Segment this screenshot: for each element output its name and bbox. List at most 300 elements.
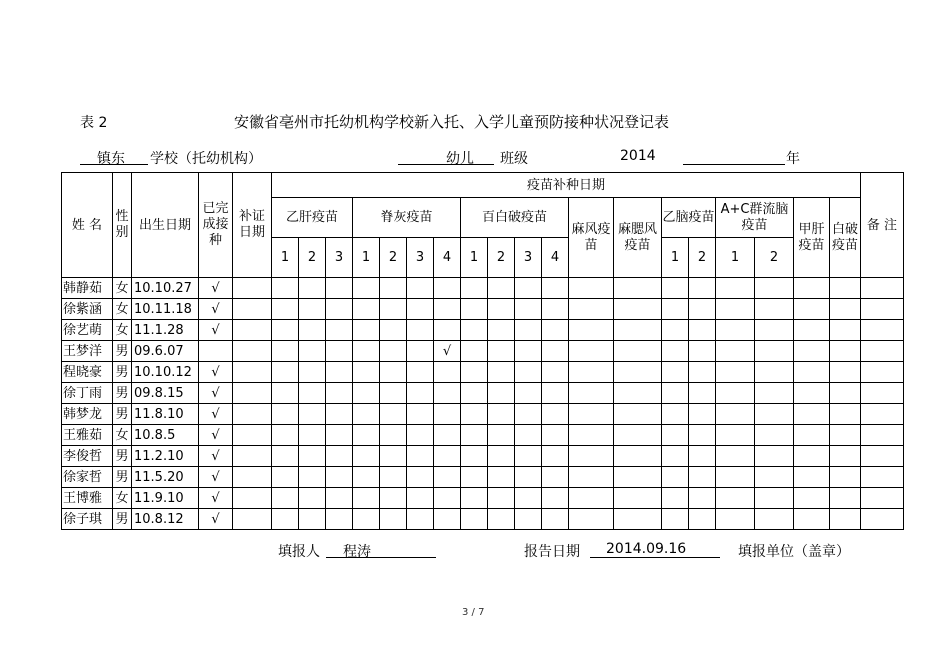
school-value: 镇东 bbox=[97, 151, 125, 167]
table-row bbox=[62, 446, 904, 467]
remarks-cell bbox=[861, 362, 904, 383]
polio-dose-4-cell bbox=[434, 404, 461, 425]
vaccine-dose-cell bbox=[662, 467, 689, 488]
vaccine-dose-cell bbox=[542, 341, 569, 362]
vaccine-dose-cell bbox=[299, 362, 326, 383]
vaccine-dose-cell bbox=[794, 278, 830, 299]
vaccine-dose-cell bbox=[488, 341, 515, 362]
vaccine-dose-cell bbox=[299, 446, 326, 467]
vaccine-dose-cell bbox=[689, 299, 716, 320]
remarks-cell bbox=[861, 404, 904, 425]
vaccine-dose-cell bbox=[716, 425, 755, 446]
vaccine-dose-cell bbox=[662, 446, 689, 467]
vaccine-dose-cell bbox=[542, 425, 569, 446]
vaccine-dose-cell bbox=[272, 467, 299, 488]
vaccine-dose-cell bbox=[569, 362, 614, 383]
vaccine-dose-cell bbox=[542, 362, 569, 383]
completed-check-cell: √ bbox=[199, 299, 233, 320]
student-sex-cell: 男 bbox=[113, 467, 132, 488]
remarks-cell bbox=[861, 425, 904, 446]
vaccination-table bbox=[61, 172, 904, 530]
student-dob-cell: 10.8.12 bbox=[132, 509, 199, 530]
vaccine-dose-cell bbox=[299, 383, 326, 404]
vaccine-dose-cell bbox=[569, 467, 614, 488]
vaccine-dose-cell bbox=[407, 383, 434, 404]
vaccine-dose-cell bbox=[662, 299, 689, 320]
vaccine-dose-cell bbox=[326, 299, 353, 320]
student-name-cell: 徐紫涵 bbox=[62, 299, 113, 320]
vaccine-dose-cell bbox=[569, 299, 614, 320]
table-row bbox=[62, 404, 904, 425]
remarks-cell bbox=[861, 320, 904, 341]
student-dob-cell: 11.1.28 bbox=[132, 320, 199, 341]
vaccine-dose-cell bbox=[272, 278, 299, 299]
vaccine-dose-cell bbox=[272, 320, 299, 341]
vaccine-dose-cell bbox=[515, 488, 542, 509]
col-catchup-header: 补证日期 bbox=[233, 173, 272, 278]
remarks-cell bbox=[861, 341, 904, 362]
vaccine-dose-cell bbox=[380, 509, 407, 530]
vaccine-dose-cell bbox=[407, 320, 434, 341]
catchup-date-cell bbox=[233, 467, 272, 488]
vaccine-dose-cell bbox=[380, 425, 407, 446]
table-row bbox=[62, 341, 904, 362]
polio-dose-4-cell: √ bbox=[434, 341, 461, 362]
catchup-date-cell bbox=[233, 425, 272, 446]
vaccine-dose-cell bbox=[614, 446, 662, 467]
year-value: 2014 bbox=[620, 148, 656, 164]
remarks-cell bbox=[861, 509, 904, 530]
vaccine-dose-cell bbox=[542, 278, 569, 299]
vaccine-dose-cell bbox=[689, 488, 716, 509]
student-dob-cell: 10.10.12 bbox=[132, 362, 199, 383]
student-sex-cell: 男 bbox=[113, 509, 132, 530]
col-dob-header: 出生日期 bbox=[132, 173, 199, 278]
vaccine-dose-cell bbox=[689, 278, 716, 299]
col-je-header: 乙脑疫苗 bbox=[662, 198, 716, 238]
vaccine-group-header: 疫苗补种日期 bbox=[272, 173, 861, 198]
vaccine-dose-cell bbox=[380, 278, 407, 299]
vaccine-dose-cell bbox=[662, 362, 689, 383]
student-sex-cell: 男 bbox=[113, 383, 132, 404]
polio-dose-4-cell bbox=[434, 509, 461, 530]
dose-number: 1 bbox=[272, 238, 299, 278]
vaccine-dose-cell bbox=[515, 278, 542, 299]
vaccine-dose-cell bbox=[794, 404, 830, 425]
vaccine-dose-cell bbox=[407, 509, 434, 530]
polio-dose-4-cell bbox=[434, 320, 461, 341]
dose-number: 2 bbox=[755, 238, 794, 278]
vaccine-dose-cell bbox=[755, 488, 794, 509]
student-sex-cell: 男 bbox=[113, 404, 132, 425]
remarks-cell bbox=[861, 278, 904, 299]
vaccine-dose-cell bbox=[272, 446, 299, 467]
vaccine-dose-cell bbox=[614, 320, 662, 341]
col-name-header: 姓 名 bbox=[62, 173, 113, 278]
vaccine-dose-cell bbox=[542, 404, 569, 425]
vaccine-dose-cell bbox=[716, 509, 755, 530]
vaccine-dose-cell bbox=[755, 278, 794, 299]
completed-check-cell: √ bbox=[199, 467, 233, 488]
vaccine-dose-cell bbox=[326, 404, 353, 425]
vaccine-dose-cell bbox=[326, 320, 353, 341]
student-name-cell: 徐艺萌 bbox=[62, 320, 113, 341]
student-sex-cell: 男 bbox=[113, 446, 132, 467]
student-sex-cell: 女 bbox=[113, 278, 132, 299]
vaccine-dose-cell bbox=[569, 320, 614, 341]
vaccine-dose-cell bbox=[794, 446, 830, 467]
vaccine-dose-cell bbox=[326, 362, 353, 383]
vaccine-dose-cell bbox=[662, 425, 689, 446]
school-label: 学校（托幼机构） bbox=[150, 151, 262, 167]
catchup-date-cell bbox=[233, 488, 272, 509]
vaccine-dose-cell bbox=[662, 404, 689, 425]
document-title: 安徽省亳州市托幼机构学校新入托、入学儿童预防接种状况登记表 bbox=[234, 113, 670, 131]
vaccine-dose-cell bbox=[272, 383, 299, 404]
vaccine-dose-cell bbox=[272, 341, 299, 362]
vaccine-dose-cell bbox=[299, 278, 326, 299]
student-name-cell: 徐丁雨 bbox=[62, 383, 113, 404]
class-value: 幼儿 bbox=[446, 151, 474, 167]
dose-number: 1 bbox=[353, 238, 380, 278]
vaccine-dose-cell bbox=[272, 404, 299, 425]
dose-number: 1 bbox=[662, 238, 689, 278]
vaccine-dose-cell bbox=[716, 488, 755, 509]
polio-dose-4-cell bbox=[434, 299, 461, 320]
vaccine-dose-cell bbox=[326, 446, 353, 467]
vaccine-dose-cell bbox=[299, 299, 326, 320]
vaccine-dose-cell bbox=[488, 509, 515, 530]
student-dob-cell: 10.11.18 bbox=[132, 299, 199, 320]
vaccine-dose-cell bbox=[830, 362, 861, 383]
vaccine-dose-cell bbox=[326, 278, 353, 299]
vaccine-dose-cell bbox=[662, 509, 689, 530]
polio-dose-4-cell bbox=[434, 467, 461, 488]
completed-check-cell: √ bbox=[199, 488, 233, 509]
vaccine-dose-cell bbox=[380, 383, 407, 404]
student-name-cell: 徐家哲 bbox=[62, 467, 113, 488]
vaccine-dose-cell bbox=[716, 278, 755, 299]
table-row bbox=[62, 278, 904, 299]
completed-check-cell: √ bbox=[199, 362, 233, 383]
vaccine-dose-cell bbox=[830, 278, 861, 299]
vaccine-dose-cell bbox=[488, 404, 515, 425]
vaccine-dose-cell bbox=[794, 425, 830, 446]
vaccine-dose-cell bbox=[515, 467, 542, 488]
vaccine-dose-cell bbox=[407, 446, 434, 467]
catchup-date-cell bbox=[233, 383, 272, 404]
vaccine-dose-cell bbox=[353, 509, 380, 530]
vaccine-dose-cell bbox=[461, 446, 488, 467]
student-name-cell: 韩梦龙 bbox=[62, 404, 113, 425]
student-dob-cell: 09.6.07 bbox=[132, 341, 199, 362]
student-sex-cell: 女 bbox=[113, 425, 132, 446]
vaccine-dose-cell bbox=[542, 509, 569, 530]
vaccine-dose-cell bbox=[461, 320, 488, 341]
vaccine-dose-cell bbox=[689, 320, 716, 341]
vaccine-dose-cell bbox=[272, 362, 299, 383]
student-dob-cell: 10.8.5 bbox=[132, 425, 199, 446]
vaccine-dose-cell bbox=[569, 341, 614, 362]
vaccine-dose-cell bbox=[515, 320, 542, 341]
vaccine-dose-cell bbox=[488, 467, 515, 488]
dose-number: 3 bbox=[407, 238, 434, 278]
polio-dose-4-cell bbox=[434, 446, 461, 467]
vaccine-dose-cell bbox=[515, 446, 542, 467]
vaccine-dose-cell bbox=[353, 404, 380, 425]
dose-number: 2 bbox=[299, 238, 326, 278]
vaccine-dose-cell bbox=[380, 341, 407, 362]
student-name-cell: 王梦洋 bbox=[62, 341, 113, 362]
vaccine-dose-cell bbox=[407, 299, 434, 320]
vaccine-dose-cell bbox=[614, 467, 662, 488]
student-dob-cell: 11.9.10 bbox=[132, 488, 199, 509]
vaccine-dose-cell bbox=[755, 509, 794, 530]
completed-check-cell: √ bbox=[199, 425, 233, 446]
vaccine-dose-cell bbox=[488, 362, 515, 383]
polio-dose-4-cell bbox=[434, 488, 461, 509]
vaccine-dose-cell bbox=[326, 341, 353, 362]
vaccine-dose-cell bbox=[488, 278, 515, 299]
vaccine-dose-cell bbox=[353, 341, 380, 362]
vaccine-dose-cell bbox=[515, 362, 542, 383]
vaccine-dose-cell bbox=[755, 425, 794, 446]
vaccine-dose-cell bbox=[794, 362, 830, 383]
student-name-cell: 王博雅 bbox=[62, 488, 113, 509]
completed-check-cell: √ bbox=[199, 320, 233, 341]
report-date-underline bbox=[590, 557, 720, 558]
completed-check-cell: √ bbox=[199, 278, 233, 299]
vaccine-dose-cell bbox=[461, 509, 488, 530]
vaccine-dose-cell bbox=[716, 320, 755, 341]
vaccine-dose-cell bbox=[755, 320, 794, 341]
vaccine-dose-cell bbox=[488, 446, 515, 467]
student-sex-cell: 女 bbox=[113, 299, 132, 320]
vaccine-dose-cell bbox=[716, 446, 755, 467]
vaccine-dose-cell bbox=[407, 341, 434, 362]
vaccine-dose-cell bbox=[716, 299, 755, 320]
completed-check-cell: √ bbox=[199, 404, 233, 425]
vaccine-dose-cell bbox=[830, 446, 861, 467]
vaccine-dose-cell bbox=[407, 488, 434, 509]
vaccine-dose-cell bbox=[614, 425, 662, 446]
catchup-date-cell bbox=[233, 446, 272, 467]
vaccine-dose-cell bbox=[569, 509, 614, 530]
vaccine-dose-cell bbox=[353, 383, 380, 404]
catchup-date-cell bbox=[233, 404, 272, 425]
vaccine-dose-cell bbox=[326, 488, 353, 509]
dose-number: 3 bbox=[515, 238, 542, 278]
vaccine-dose-cell bbox=[542, 446, 569, 467]
col-sex-header: 性别 bbox=[113, 173, 132, 278]
polio-dose-4-cell bbox=[434, 383, 461, 404]
vaccine-dose-cell bbox=[380, 467, 407, 488]
report-date-value: 2014.09.16 bbox=[606, 541, 687, 557]
vaccine-dose-cell bbox=[380, 362, 407, 383]
polio-dose-4-cell bbox=[434, 278, 461, 299]
student-sex-cell: 男 bbox=[113, 362, 132, 383]
student-sex-cell: 男 bbox=[113, 341, 132, 362]
vaccine-dose-cell bbox=[662, 320, 689, 341]
table-row bbox=[62, 488, 904, 509]
filler-value: 程涛 bbox=[343, 544, 371, 560]
completed-check-cell bbox=[199, 341, 233, 362]
dose-number: 3 bbox=[326, 238, 353, 278]
catchup-date-cell bbox=[233, 320, 272, 341]
vaccine-dose-cell bbox=[353, 362, 380, 383]
vaccine-dose-cell bbox=[716, 362, 755, 383]
vaccine-dose-cell bbox=[830, 320, 861, 341]
vaccine-dose-cell bbox=[515, 404, 542, 425]
vaccine-dose-cell bbox=[515, 383, 542, 404]
vaccine-dose-cell bbox=[794, 509, 830, 530]
col-hepb-header: 乙肝疫苗 bbox=[272, 198, 353, 238]
vaccine-dose-cell bbox=[326, 425, 353, 446]
vaccine-dose-cell bbox=[830, 299, 861, 320]
vaccine-dose-cell bbox=[542, 488, 569, 509]
vaccine-dose-cell bbox=[461, 425, 488, 446]
vaccine-dose-cell bbox=[407, 467, 434, 488]
vaccine-dose-cell bbox=[755, 467, 794, 488]
catchup-date-cell bbox=[233, 341, 272, 362]
vaccine-dose-cell bbox=[755, 341, 794, 362]
catchup-date-cell bbox=[233, 299, 272, 320]
vaccine-dose-cell bbox=[689, 467, 716, 488]
vaccine-dose-cell bbox=[353, 278, 380, 299]
vaccine-dose-cell bbox=[461, 383, 488, 404]
vaccine-dose-cell bbox=[461, 362, 488, 383]
vaccine-dose-cell bbox=[830, 404, 861, 425]
polio-dose-4-cell bbox=[434, 362, 461, 383]
catchup-date-cell bbox=[233, 509, 272, 530]
vaccine-dose-cell bbox=[614, 362, 662, 383]
vaccine-dose-cell bbox=[407, 404, 434, 425]
vaccine-dose-cell bbox=[794, 320, 830, 341]
vaccine-dose-cell bbox=[299, 467, 326, 488]
vaccine-dose-cell bbox=[794, 341, 830, 362]
vaccine-dose-cell bbox=[353, 446, 380, 467]
table-row bbox=[62, 467, 904, 488]
col-mmr-header: 麻腮风疫苗 bbox=[614, 198, 662, 278]
student-name-cell: 韩静茹 bbox=[62, 278, 113, 299]
remarks-cell bbox=[861, 467, 904, 488]
dose-number: 1 bbox=[461, 238, 488, 278]
vaccine-dose-cell bbox=[542, 383, 569, 404]
vaccine-dose-cell bbox=[614, 278, 662, 299]
student-sex-cell: 女 bbox=[113, 320, 132, 341]
vaccine-dose-cell bbox=[830, 425, 861, 446]
year-underline bbox=[683, 164, 785, 165]
col-dpt-header: 百白破疫苗 bbox=[461, 198, 569, 238]
vaccine-dose-cell bbox=[569, 488, 614, 509]
vaccine-dose-cell bbox=[272, 299, 299, 320]
vaccine-dose-cell bbox=[569, 425, 614, 446]
vaccine-dose-cell bbox=[662, 488, 689, 509]
vaccine-dose-cell bbox=[326, 467, 353, 488]
vaccine-dose-cell bbox=[569, 278, 614, 299]
vaccine-dose-cell bbox=[569, 446, 614, 467]
student-name-cell: 李俊哲 bbox=[62, 446, 113, 467]
vaccine-dose-cell bbox=[614, 341, 662, 362]
student-name-cell: 徐子琪 bbox=[62, 509, 113, 530]
vaccine-dose-cell bbox=[614, 404, 662, 425]
vaccine-dose-cell bbox=[461, 467, 488, 488]
vaccine-dose-cell bbox=[755, 383, 794, 404]
vaccine-dose-cell bbox=[542, 299, 569, 320]
student-sex-cell: 女 bbox=[113, 488, 132, 509]
vaccine-dose-cell bbox=[461, 299, 488, 320]
vaccine-dose-cell bbox=[542, 320, 569, 341]
student-dob-cell: 11.5.20 bbox=[132, 467, 199, 488]
vaccine-dose-cell bbox=[794, 299, 830, 320]
table-row bbox=[62, 425, 904, 446]
vaccine-dose-cell bbox=[488, 425, 515, 446]
dose-number: 2 bbox=[689, 238, 716, 278]
vaccine-dose-cell bbox=[353, 425, 380, 446]
polio-dose-4-cell bbox=[434, 425, 461, 446]
vaccine-dose-cell bbox=[461, 341, 488, 362]
dose-number: 2 bbox=[488, 238, 515, 278]
vaccine-dose-cell bbox=[380, 299, 407, 320]
vaccine-dose-cell bbox=[830, 509, 861, 530]
vaccine-dose-cell bbox=[515, 425, 542, 446]
vaccine-dose-cell bbox=[380, 404, 407, 425]
vaccine-dose-cell bbox=[488, 488, 515, 509]
vaccine-dose-cell bbox=[830, 383, 861, 404]
vaccine-dose-cell bbox=[689, 362, 716, 383]
vaccine-dose-cell bbox=[689, 425, 716, 446]
vaccine-dose-cell bbox=[461, 404, 488, 425]
student-dob-cell: 09.8.15 bbox=[132, 383, 199, 404]
vaccine-dose-cell bbox=[794, 488, 830, 509]
vaccine-dose-cell bbox=[794, 383, 830, 404]
vaccine-dose-cell bbox=[830, 467, 861, 488]
vaccine-dose-cell bbox=[299, 341, 326, 362]
vaccine-dose-cell bbox=[689, 446, 716, 467]
page-number: 3 / 7 bbox=[462, 607, 485, 618]
vaccine-dose-cell bbox=[353, 299, 380, 320]
vaccine-dose-cell bbox=[353, 320, 380, 341]
vaccine-dose-cell bbox=[461, 488, 488, 509]
vaccine-dose-cell bbox=[515, 341, 542, 362]
vaccine-dose-cell bbox=[299, 509, 326, 530]
year-label: 年 bbox=[786, 151, 800, 167]
dose-number: 4 bbox=[542, 238, 569, 278]
vaccine-dose-cell bbox=[755, 362, 794, 383]
vaccine-dose-cell bbox=[299, 404, 326, 425]
vaccine-dose-cell bbox=[755, 404, 794, 425]
catchup-date-cell bbox=[233, 362, 272, 383]
vaccine-dose-cell bbox=[488, 320, 515, 341]
vaccine-dose-cell bbox=[299, 425, 326, 446]
table-number: 表 2 bbox=[80, 115, 108, 131]
student-dob-cell: 11.2.10 bbox=[132, 446, 199, 467]
vaccine-dose-cell bbox=[755, 299, 794, 320]
remarks-cell bbox=[861, 299, 904, 320]
table-row bbox=[62, 509, 904, 530]
filler-label: 填报人 bbox=[278, 544, 320, 560]
reporting-unit-label: 填报单位（盖章） bbox=[738, 544, 850, 560]
col-completed-header: 已完成接种 bbox=[199, 173, 233, 278]
table-row bbox=[62, 362, 904, 383]
vaccine-dose-cell bbox=[830, 488, 861, 509]
report-date-label: 报告日期 bbox=[524, 544, 580, 560]
table-row bbox=[62, 383, 904, 404]
vaccine-dose-cell bbox=[542, 467, 569, 488]
student-name-cell: 程晓豪 bbox=[62, 362, 113, 383]
vaccine-dose-cell bbox=[272, 509, 299, 530]
vaccine-dose-cell bbox=[689, 404, 716, 425]
